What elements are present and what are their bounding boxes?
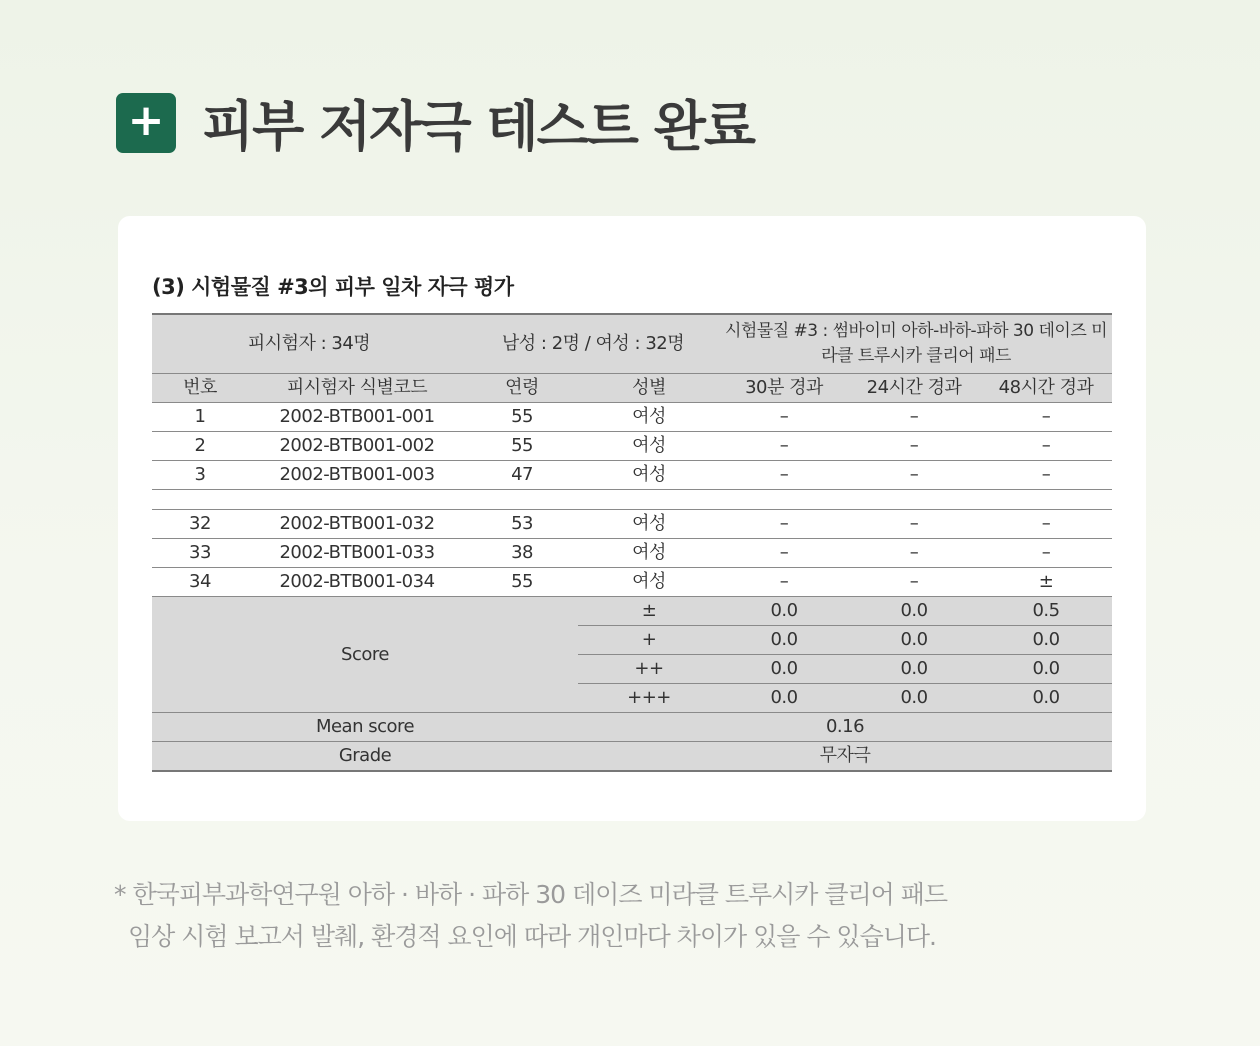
cell: – [720,568,848,597]
table-row [152,510,1112,539]
cell: 여성 [578,568,720,597]
header-row [152,374,1112,403]
cell: 여성 [578,432,720,461]
cell: 0.0 [720,597,848,626]
cell: – [720,510,848,539]
cell: 55 [466,568,578,597]
info-row [152,314,1112,374]
cell: 55 [466,432,578,461]
cell: 여성 [578,461,720,490]
footnote [114,874,947,958]
gap-cell [152,490,1112,510]
cell: 2002-BTB001-033 [248,539,466,568]
cell: 2002-BTB001-034 [248,568,466,597]
cell: 0.0 [980,684,1112,713]
cell: 33 [152,539,248,568]
table-row [152,432,1112,461]
cell: – [980,539,1112,568]
score-label: Score [152,597,578,713]
cell: 2002-BTB001-003 [248,461,466,490]
gender-count: 남성 : 2명 / 여성 : 32명 [466,314,720,374]
cell: 0.0 [980,626,1112,655]
subjects-count: 피시험자 : 34명 [152,314,466,374]
page-heading [116,84,754,161]
result-card [118,216,1146,821]
score-row [152,597,1112,626]
cell: – [848,432,980,461]
test-material: 시험물질 #3 : 썸바이미 아하-바하-파하 30 데이즈 미라클 트루시카 클리어 패드 [720,314,1112,374]
col-header: 성별 [578,374,720,403]
cell: – [720,403,848,432]
footnote-line-1: * 한국피부과학연구원 아하 · 바하 · 파하 30 데이즈 미라클 트루시카 클리어 패드 [114,880,948,909]
cell: 1 [152,403,248,432]
page-title: 피부 저자극 테스트 완료 [202,95,755,158]
col-header: 48시간 경과 [980,374,1112,403]
cell: 0.0 [980,655,1112,684]
grade-value: 무자극 [578,742,1112,772]
col-header: 피시험자 식별코드 [248,374,466,403]
cell: 55 [466,403,578,432]
cell: – [980,461,1112,490]
grade-row [152,742,1112,772]
cell: – [720,461,848,490]
col-header: 24시간 경과 [848,374,980,403]
cell: 0.0 [848,684,980,713]
cell: ± [980,568,1112,597]
cell: 여성 [578,510,720,539]
cell: 여성 [578,403,720,432]
score-grade: ++ [578,655,720,684]
grade-label: Grade [152,742,578,772]
mean-score-label: Mean score [152,713,578,742]
cell: – [980,403,1112,432]
cell: – [720,539,848,568]
cell: 3 [152,461,248,490]
score-grade: ± [578,597,720,626]
cell: 0.0 [848,655,980,684]
table-row [152,568,1112,597]
mean-score-value: 0.16 [578,713,1112,742]
cell: 34 [152,568,248,597]
cell: 53 [466,510,578,539]
cell: 2002-BTB001-032 [248,510,466,539]
score-grade: +++ [578,684,720,713]
col-header: 번호 [152,374,248,403]
cell: – [848,403,980,432]
cell: 0.0 [720,684,848,713]
cell: 47 [466,461,578,490]
cell: 2002-BTB001-001 [248,403,466,432]
cell: – [848,568,980,597]
mean-score-row [152,713,1112,742]
col-header: 30분 경과 [720,374,848,403]
cell: – [980,432,1112,461]
irritation-table [152,313,1112,772]
score-grade: + [578,626,720,655]
cell: – [848,461,980,490]
cell: 여성 [578,539,720,568]
cell: 0.0 [848,597,980,626]
footnote-line-2: 임상 시험 보고서 발췌, 환경적 요인에 따라 개인마다 차이가 있을 수 있습니다. [128,922,936,951]
cell: 38 [466,539,578,568]
cell: – [720,432,848,461]
table-row [152,403,1112,432]
table-title: (3) 시험물질 #3의 피부 일차 자극 평가 [152,275,514,299]
table-row [152,461,1112,490]
gap-row [152,490,1112,510]
cell: – [980,510,1112,539]
col-header: 연령 [466,374,578,403]
cell: 0.0 [848,626,980,655]
cell: 0.5 [980,597,1112,626]
plus-icon: + [116,93,176,153]
table-row [152,539,1112,568]
cell: – [848,510,980,539]
cell: 0.0 [720,626,848,655]
cell: – [848,539,980,568]
cell: 0.0 [720,655,848,684]
cell: 2002-BTB001-002 [248,432,466,461]
cell: 32 [152,510,248,539]
cell: 2 [152,432,248,461]
